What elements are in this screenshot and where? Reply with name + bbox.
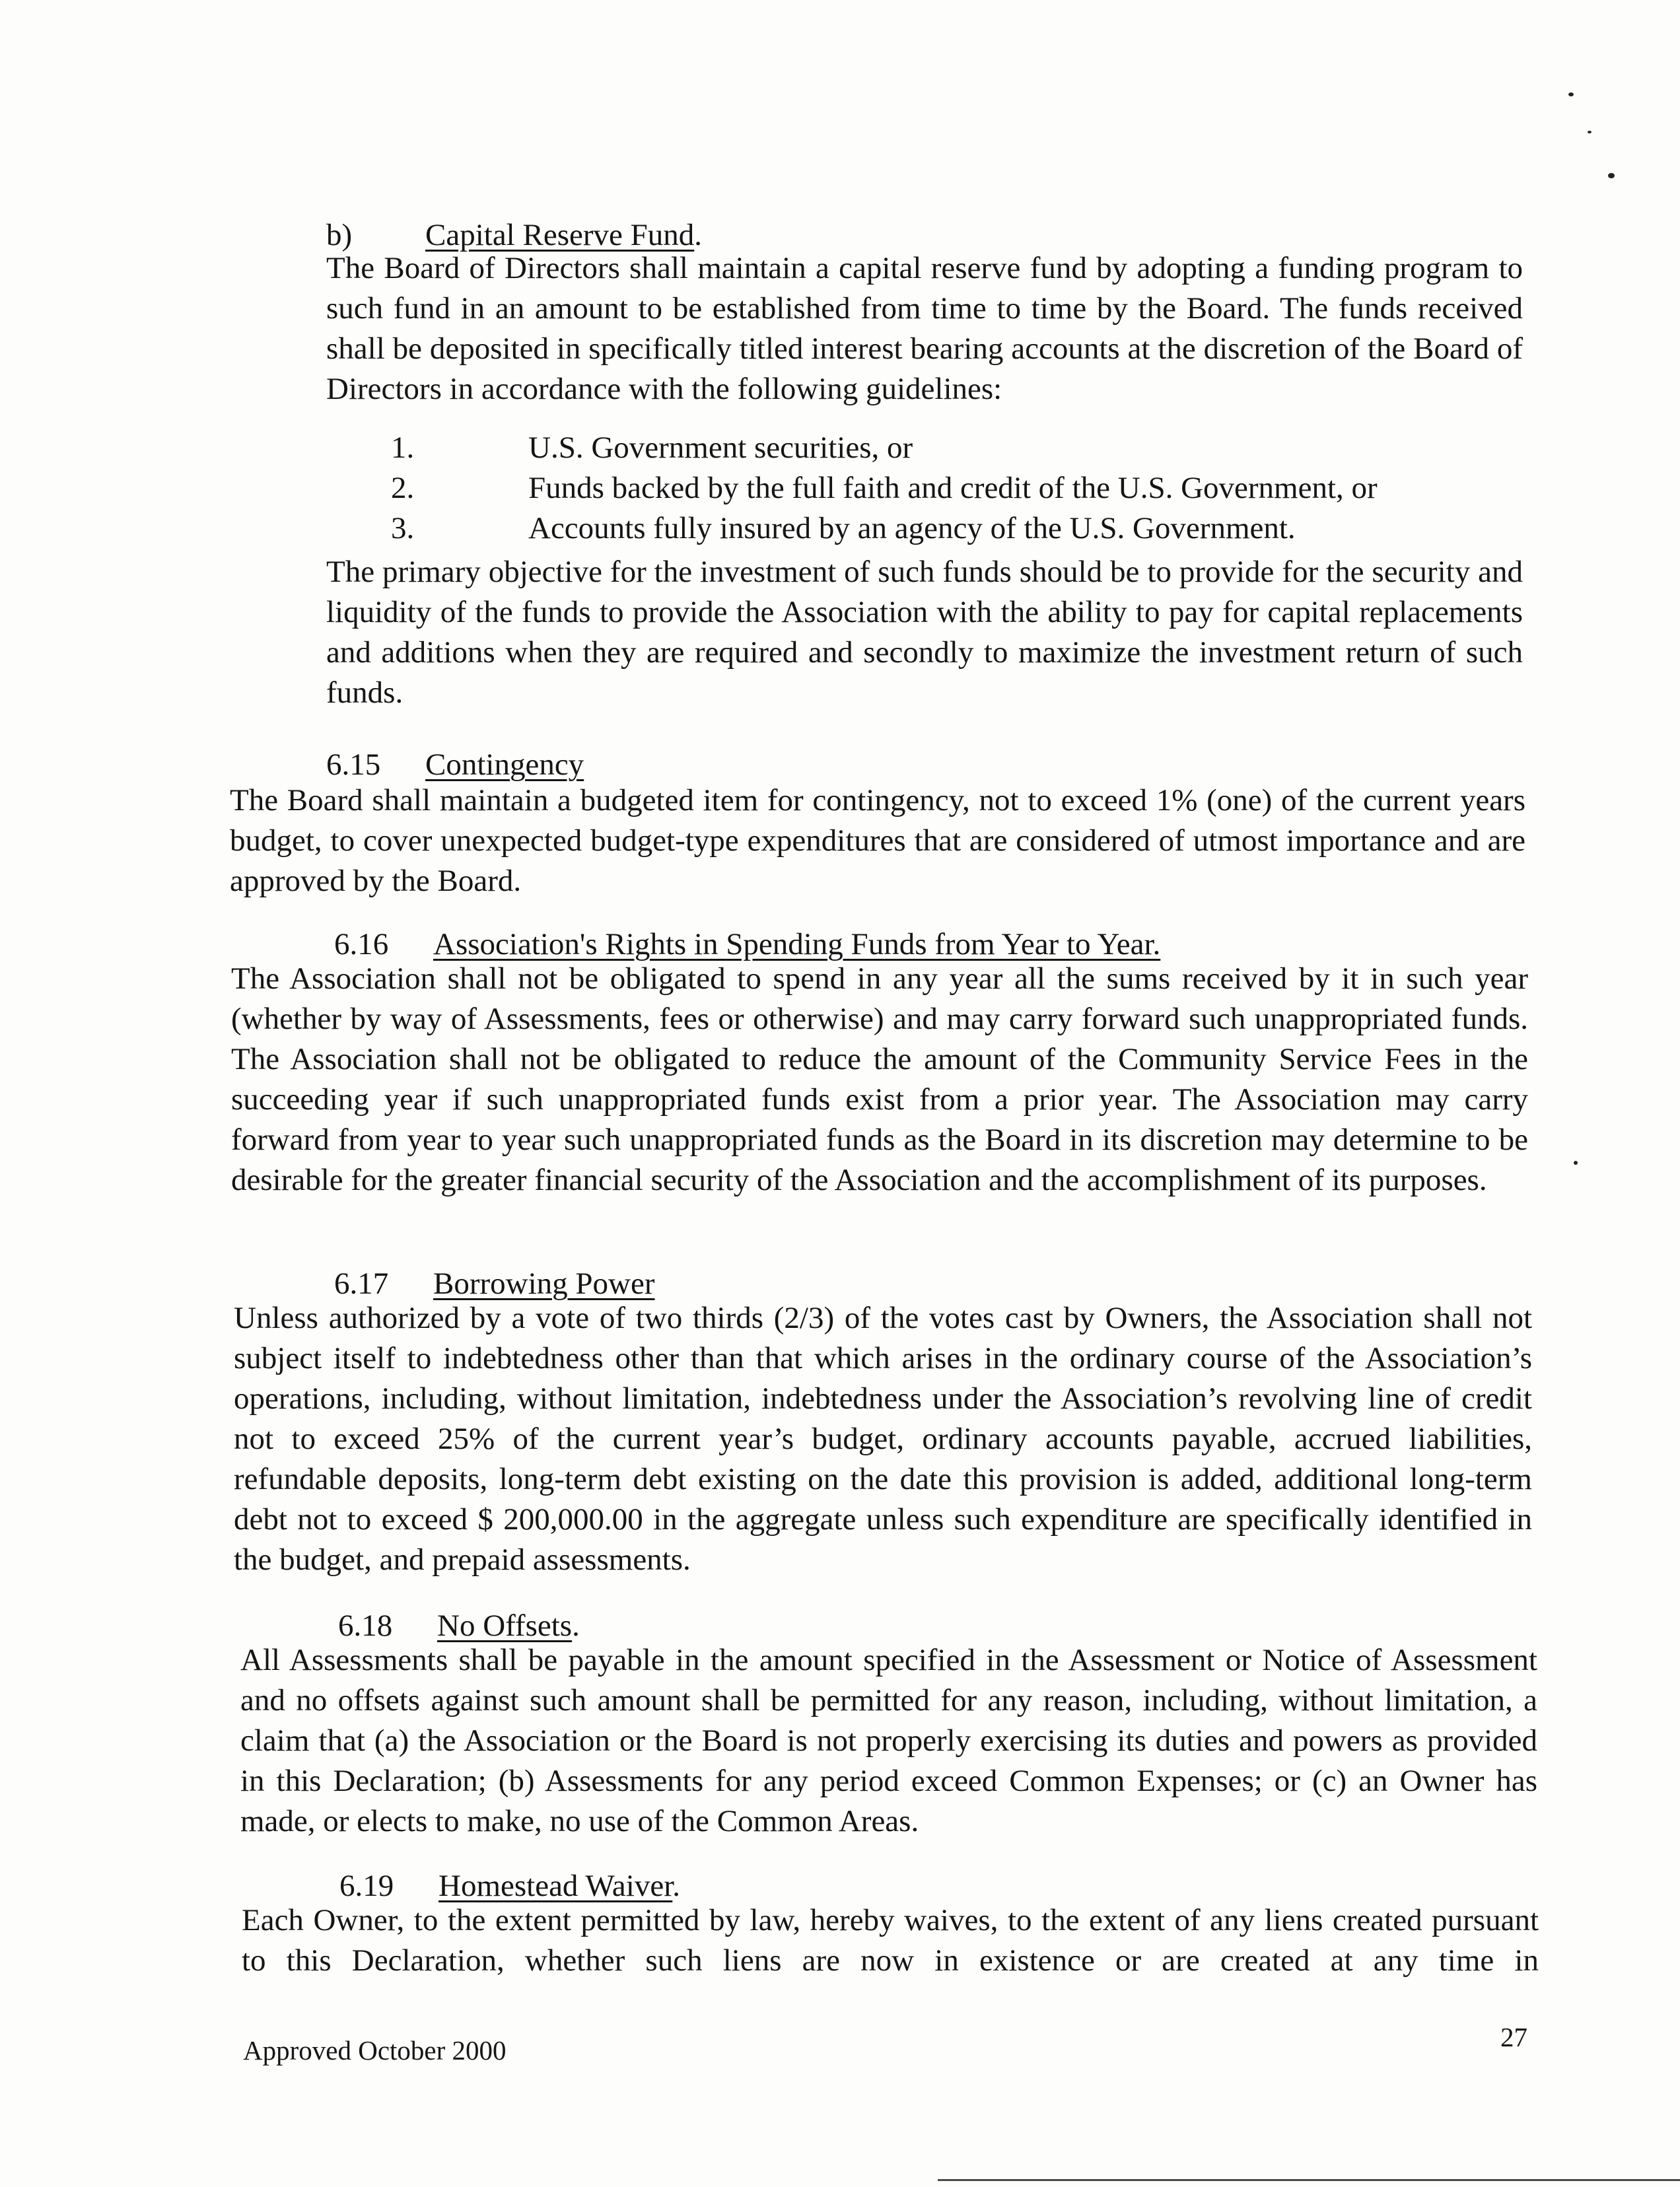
section-6-17-body: Unless authorized by a vote of two thirds (2/3) of the votes cast by Owners, the Association shall not subject itself to indebtedness other than that which arises in the ordinary course of the Association’s operations, including, without limitation, indebtedness under the Association’s revolving line of credit not to exceed 25% of the current year’s budget, ordinary accounts payable, accrued liabilities, refundable deposits, long-term debt existing on the date this provision is added, additional long-term debt not to exceed $ 200,000.00 in the aggregate unless such expenditure are specifically identified in the budget, and prepaid assessments. <box>234 1301 1532 1577</box>
section-number: 6.16 <box>334 927 389 961</box>
section-b-title: Capital Reserve Fund <box>425 218 695 252</box>
list-item-text: Accounts fully insured by an agency of the U.S. Government. <box>528 511 1296 545</box>
page-number: 27 <box>1500 2022 1527 2052</box>
section-title: Homestead Waiver <box>438 1869 673 1903</box>
list-item <box>391 428 1378 468</box>
scan-speck <box>1608 173 1615 178</box>
section-number: 6.15 <box>326 747 381 782</box>
section-number: 6.18 <box>338 1609 393 1643</box>
section-6-19-body: Each Owner, to the extent permitted by law, hereby waives, to the extent of any liens created pursuant to this Declaration, whether such liens are now in existence or are created at any time in <box>242 1903 1539 1978</box>
scan-speck <box>1574 1161 1578 1165</box>
list-item-number: 1. <box>391 431 415 465</box>
list-item <box>391 468 1378 508</box>
list-item-number: 3. <box>391 511 415 545</box>
section-b-marker: b) <box>326 218 353 252</box>
section-6-15-body: The Board shall maintain a budgeted item for contingency, not to exceed 1% (one) of the current years budget, to cover unexpected budget-type expenditures that are considered of utmost importance and are approved by the Board. <box>230 783 1525 898</box>
section-title: Contingency <box>425 747 584 782</box>
section-6-15-heading <box>326 745 584 785</box>
section-title: Borrowing Power <box>433 1267 655 1301</box>
scan-speck <box>1568 92 1574 96</box>
section-number: 6.19 <box>339 1869 394 1903</box>
list-item-text: U.S. Government securities, or <box>528 431 913 465</box>
bottom-rule <box>938 2179 1680 2181</box>
list-item-number: 2. <box>391 471 415 505</box>
section-title-suffix: . <box>572 1609 580 1643</box>
section-6-16-body: The Association shall not be obligated to spend in any year all the sums received by it in such year (whether by way of Assessments, fees or otherwise) and may carry forward such unappropriated funds. The Association shall not be obligated to reduce the amount of the Community Service Fees in the succeeding year if such unappropriated funds exist from a prior year. The Association may carry forward from year to year such unappropriated funds as the Board in its discretion may determine to be desirable for the greater financial security of the Association and the accomplishment of its purposes. <box>231 961 1528 1197</box>
guidelines-list <box>391 428 1378 549</box>
section-b-body: The Board of Directors shall maintain a capital reserve fund by adopting a funding program to such fund in an amount to be established from time to time by the Board. The funds received shall be deposited in specifically titled interest bearing accounts at the discretion of the Board of Directors in accordance with the following guidelines: <box>326 251 1523 406</box>
list-item <box>391 508 1378 549</box>
scan-speck <box>1588 131 1592 133</box>
section-6-18-body: All Assessments shall be payable in the amount specified in the Assessment or Notice of Assessment and no offsets against such amount shall be permitted for any reason, including, without limitation, a claim that (a) the Association or the Board is not properly exercising its duties and powers as provided in this Declaration; (b) Assessments for any period exceed Common Expenses; or (c) an Owner has made, or elects to make, no use of the Common Areas. <box>240 1643 1537 1838</box>
section-number: 6.17 <box>334 1267 389 1301</box>
section-b-title-suffix: . <box>694 218 703 252</box>
section-title-suffix: . <box>672 1869 681 1903</box>
section-title: Association's Rights in Spending Funds from Year to Year. <box>433 927 1161 961</box>
approval-note: Approved October 2000 <box>243 2035 507 2066</box>
section-title: No Offsets <box>437 1609 573 1643</box>
section-b-objective: The primary objective for the investment of such funds should be to provide for the security and liquidity of the funds to provide the Association with the ability to pay for capital replacements and additions when they are required and secondly to maximize the investment return of such funds. <box>326 555 1523 710</box>
list-item-text: Funds backed by the full faith and credit of the U.S. Government, or <box>528 471 1378 505</box>
